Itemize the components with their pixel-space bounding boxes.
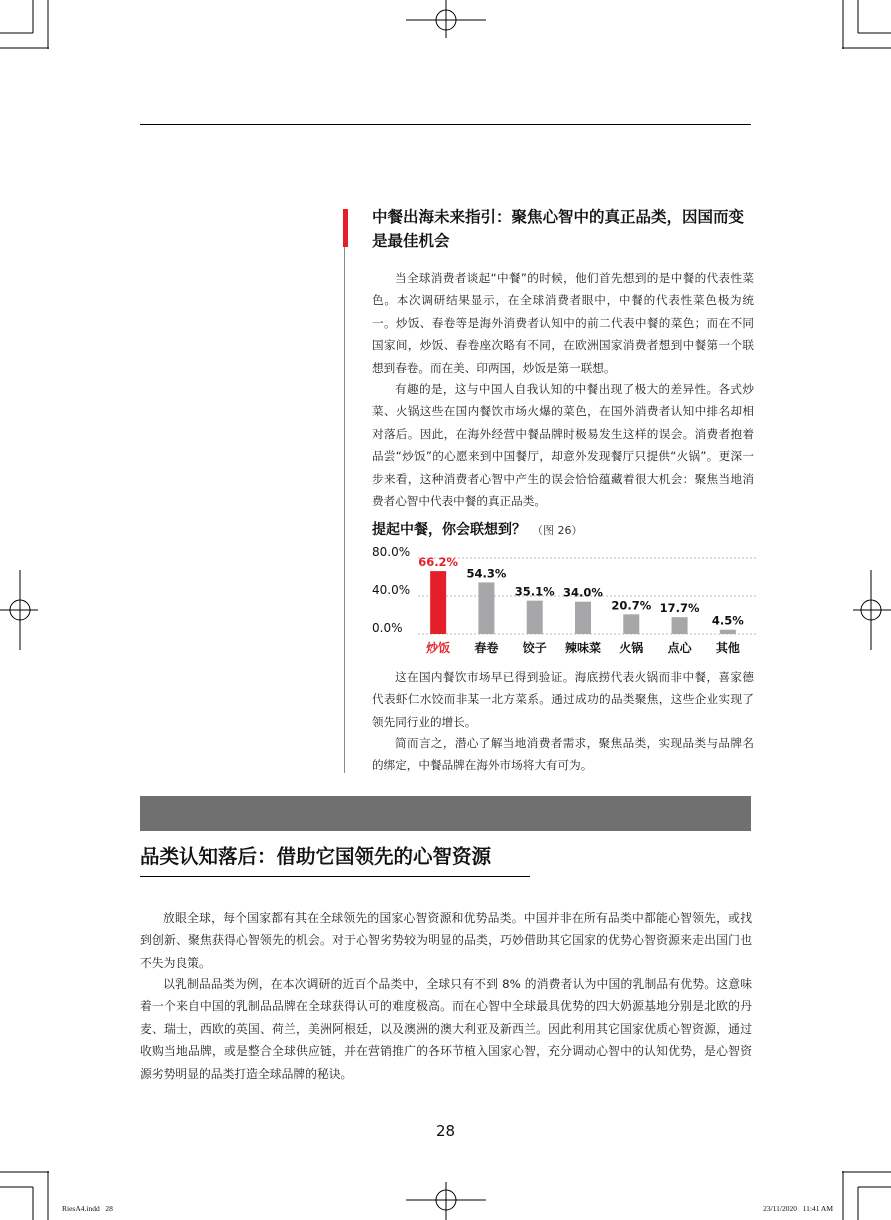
chart-bar <box>720 630 736 634</box>
category-label: 其他 <box>715 641 740 655</box>
chart-title-text: 提起中餐，你会联想到？ <box>372 522 526 538</box>
registration-mark-left <box>0 570 38 650</box>
y-tick-label: 40.0% <box>372 583 411 597</box>
chart-bar <box>478 582 494 634</box>
print-slug-right: 23/11/2020 11:41 AM <box>763 1204 833 1213</box>
bar-value-label: 54.3% <box>466 566 507 581</box>
y-tick-label: 80.0% <box>372 545 411 559</box>
box-left-rule <box>344 247 345 773</box>
bar-value-label: 34.0% <box>563 585 603 600</box>
bar-chart <box>372 540 756 660</box>
box-paragraph-2: 有趣的是，这与中国人自我认知的中餐出现了极大的差异性。各式炒菜、火锅这些在国内餐饮市场火爆的菜色，在国外消费者认知中排名却相对落后。因此，在海外经营中餐品牌时极易发生这样的误会。消费者抱着品尝“炒饭”的心愿来到中国餐厅，却意外发现餐厅只提供“火锅”。更深一步来看，这种消费者心智中产生的误会恰恰蕴藏着很大机会：聚焦当地消费者心智中代表中餐的真正品类。 <box>372 382 754 509</box>
category-label: 火锅 <box>619 641 644 655</box>
section-underline <box>140 876 530 877</box>
y-tick-label: 0.0% <box>372 621 403 635</box>
registration-mark-right <box>853 570 891 650</box>
chart-bar <box>430 571 446 634</box>
category-label: 春卷 <box>474 641 499 655</box>
category-label: 炒饭 <box>426 641 451 655</box>
bar-value-label: 4.5% <box>711 613 744 628</box>
bar-value-label: 66.2% <box>418 555 459 570</box>
bar-value-label: 20.7% <box>611 598 652 613</box>
section-title: 品类认知落后：借助它国领先的心智资源 <box>140 845 492 868</box>
registration-mark-top <box>406 0 486 38</box>
bar-value-label: 17.7% <box>659 601 700 616</box>
registration-mark-bottom <box>406 1182 486 1220</box>
category-label: 点心 <box>667 641 692 655</box>
chart-bar <box>575 602 591 634</box>
chart-bar <box>527 601 543 634</box>
chart-bar <box>672 617 688 634</box>
print-slug-left: RiesA4.indd 28 <box>62 1204 113 1213</box>
box-paragraph-3: 这在国内餐饮市场早已得到验证。海底捞代表火锅而非中餐，喜家德代表虾仁水饺而非某一北方菜系。通过成功的品类聚焦，这些企业实现了领先同行业的增长。 <box>372 670 754 729</box>
chart-bar <box>623 614 639 634</box>
category-label: 饺子 <box>522 641 547 655</box>
box-title: 中餐出海未来指引：聚焦心智中的真正品类，因国而变是最佳机会 <box>372 208 745 250</box>
header-rule <box>140 124 751 125</box>
box-paragraph-4: 简而言之，潜心了解当地消费者需求，聚焦品类，实现品类与品牌名的绑定，中餐品牌在海外市场将大有可为。 <box>372 736 754 773</box>
category-label: 辣味菜 <box>564 641 602 655</box>
chart-figure-ref: （图 26） <box>532 524 583 537</box>
chart-title <box>372 519 583 539</box>
page-number: 28 <box>435 1122 456 1140</box>
box-paragraph-1: 当全球消费者谈起“中餐”的时候，他们首先想到的是中餐的代表性菜色。本次调研结果显示，在全球消费者眼中，中餐的代表性菜色极为统一。炒饭、春卷等是海外消费者认知中的前二代表中餐的菜色；而在不同国家间，炒饭、春卷座次略有不同，在欧洲国家消费者想到中餐第一个联想到春卷。而在美、印两国，炒饭是第一联想。 <box>372 271 754 375</box>
section-paragraph-2: 以乳制品品类为例，在本次调研的近百个品类中，全球只有不到 8% 的消费者认为中国的乳制品有优势。这意味着一个来自中国的乳制品品牌在全球获得认可的难度极高。而在心智中全球最具优势的四大奶源基地分别是北欧的丹麦、瑞士，西欧的英国、荷兰，美洲阿根廷，以及澳洲的澳大利亚及新西兰。因此利用其它国家优质心智资源，通过收购当地品牌，或是整合全球供应链，并在营销推广的各环节植入国家心智，充分调动心智中的认知优势，是心智资源劣势明显的品类打造全球品牌的秘诀。 <box>140 977 752 1081</box>
section-banner <box>140 796 751 831</box>
box-accent-bar <box>343 209 348 247</box>
section-paragraph-1: 放眼全球，每个国家都有其在全球领先的国家心智资源和优势品类。中国并非在所有品类中都能心智领先，或找到创新、聚焦获得心智领先的机会。对于心智劣势较为明显的品类，巧妙借助其它国家的优势心智资源来走出国门也不失为良策。 <box>140 911 752 970</box>
bar-value-label: 35.1% <box>514 584 555 599</box>
